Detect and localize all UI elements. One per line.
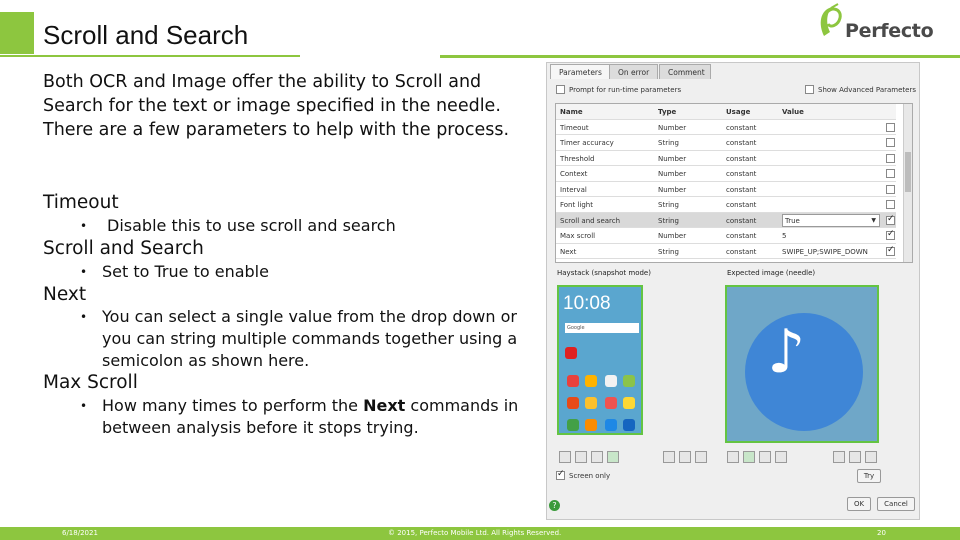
slide-footer (0, 527, 960, 540)
header-rule (440, 55, 960, 58)
bullet-text: Set to True to enable (102, 262, 269, 281)
footer-date: 6/18/2021 (62, 529, 98, 537)
footer-page-number: 20 (877, 529, 886, 537)
param-name: Timeout (560, 123, 589, 132)
bullet-dot: • (80, 219, 88, 233)
haystack-screenshot (557, 285, 643, 435)
param-usage: constant (726, 139, 757, 147)
value-dropdown[interactable] (782, 214, 880, 227)
needle-image (725, 285, 879, 443)
param-usage: constant (726, 232, 757, 240)
param-type: String (658, 139, 679, 147)
upload-icon[interactable] (727, 451, 739, 463)
row-checkbox[interactable] (886, 123, 895, 132)
row-checkbox[interactable] (886, 185, 895, 194)
app-icon (585, 397, 597, 409)
advanced-params-checkbox[interactable] (805, 85, 814, 94)
advanced-params-label: Show Advanced Parameters (818, 86, 916, 94)
screen-only-checkbox[interactable] (556, 471, 565, 480)
app-icon (605, 397, 617, 409)
dropdown-value: True (785, 216, 800, 225)
bullet-text: Disable this to use scroll and search (107, 216, 396, 235)
param-type: Number (658, 170, 687, 178)
app-icon (605, 419, 617, 431)
capture-icon[interactable] (743, 451, 755, 463)
table-row[interactable] (556, 213, 896, 229)
app-icon (565, 347, 577, 359)
ok-button[interactable]: OK (847, 497, 871, 511)
param-name: Interval (560, 185, 587, 194)
bullet-dot: • (80, 265, 88, 279)
param-type: String (658, 201, 679, 209)
param-usage: constant (726, 154, 757, 163)
param-name: Threshold (560, 154, 595, 163)
chevron-down-icon[interactable]: ▼ (871, 216, 876, 224)
param-usage: constant (726, 201, 757, 209)
help-icon[interactable]: ? (549, 500, 560, 511)
bullet-text: How many times to perform the Next commands in between analysis before it stops trying. (102, 396, 519, 437)
param-value: 5 (782, 232, 787, 240)
app-icon (623, 375, 635, 387)
haystack-label: Haystack (snapshot mode) (557, 269, 651, 277)
zoom-fit-icon[interactable] (865, 451, 877, 463)
row-checkbox[interactable] (886, 200, 895, 209)
param-name: Context (560, 170, 588, 178)
param-type: String (658, 247, 679, 256)
column-name: Name (560, 108, 583, 116)
table-header (556, 104, 896, 120)
param-type: Number (658, 154, 687, 163)
bullet-dot: • (80, 399, 88, 413)
row-checkbox[interactable] (886, 169, 895, 178)
bullet-scroll-and-search (82, 261, 269, 283)
param-usage: constant (726, 170, 757, 178)
column-value: Value (782, 108, 804, 116)
bullet-timeout (82, 215, 396, 237)
table-row[interactable] (556, 244, 896, 260)
table-scrollbar[interactable] (903, 104, 912, 262)
table-row[interactable] (556, 182, 896, 198)
app-icon (623, 397, 635, 409)
pan-icon[interactable] (849, 451, 861, 463)
row-checkbox[interactable] (886, 231, 895, 240)
perfecto-logo (816, 2, 946, 48)
cancel-button[interactable]: Cancel (877, 497, 915, 511)
param-type: Number (658, 185, 687, 194)
param-name: Next (560, 247, 577, 256)
table-row[interactable] (556, 166, 896, 182)
music-note-icon: ♪ (767, 317, 806, 387)
param-type: String (658, 216, 679, 225)
param-type: Number (658, 123, 687, 132)
param-name: Timer accuracy (560, 139, 614, 147)
table-row[interactable] (556, 151, 896, 167)
table-row[interactable] (556, 120, 896, 136)
screen-only-label: Screen only (569, 472, 611, 480)
param-usage: constant (726, 123, 757, 132)
zoom-in-icon[interactable] (559, 451, 571, 463)
scrollbar-thumb[interactable] (905, 152, 911, 192)
app-icon (605, 375, 617, 387)
column-usage: Usage (726, 108, 751, 116)
table-row[interactable] (556, 228, 896, 244)
prompt-runtime-checkbox[interactable] (556, 85, 565, 94)
row-checkbox[interactable] (886, 138, 895, 147)
param-usage: constant (726, 247, 757, 256)
row-checkbox[interactable] (886, 154, 895, 163)
table-row[interactable] (556, 135, 896, 151)
param-name: Max scroll (560, 232, 596, 240)
title-underline (0, 55, 300, 57)
bullet-max-scroll (82, 395, 532, 439)
frame-icon[interactable] (759, 451, 771, 463)
phone-search-bar: Google (565, 323, 639, 333)
prompt-runtime-label: Prompt for run-time parameters (569, 86, 682, 94)
app-icon (567, 419, 579, 431)
bullet-next (82, 306, 532, 372)
title-accent-block (0, 12, 34, 54)
table-row[interactable] (556, 197, 896, 213)
app-icon (567, 397, 579, 409)
bullet-dot: • (80, 310, 88, 324)
param-value: SWIPE_UP;SWIPE_DOWN (782, 247, 868, 256)
param-name: Font light (560, 201, 593, 209)
app-icon (585, 419, 597, 431)
snapshot-icon[interactable] (575, 451, 587, 463)
tab-parameters[interactable]: Parameters (550, 64, 611, 79)
parameters-dialog (546, 62, 920, 520)
tab-comment[interactable]: Comment (659, 64, 711, 79)
zoom-out-icon[interactable] (833, 451, 845, 463)
column-type: Type (658, 108, 677, 116)
zoom-out-icon[interactable] (663, 451, 675, 463)
bullet-text: You can select a single value from the drop down or you can string multiple commands together using a semicolon as shown here. (102, 307, 518, 370)
logo-mark-icon (816, 2, 846, 44)
pan-icon[interactable] (679, 451, 691, 463)
crop-icon[interactable] (591, 451, 603, 463)
logo-wordmark: Perfecto (845, 20, 934, 42)
section-heading-timeout: Timeout (43, 192, 119, 213)
needle-label: Expected image (needle) (727, 269, 816, 277)
footer-copyright: © 2015, Perfecto Mobile Ltd. All Rights Reserved. (388, 529, 562, 537)
section-heading-next: Next (43, 284, 87, 305)
app-icon (585, 375, 597, 387)
app-icon (623, 419, 635, 431)
tab-on-error[interactable]: On error (609, 64, 658, 79)
param-usage: constant (726, 185, 757, 194)
save-icon[interactable] (775, 451, 787, 463)
app-icon (567, 375, 579, 387)
phone-clock: 10:08 (563, 293, 611, 314)
row-checkbox[interactable] (886, 247, 895, 256)
section-heading-max-scroll: Max Scroll (43, 372, 138, 393)
param-usage: constant (726, 216, 757, 225)
param-type: Number (658, 232, 687, 240)
intro-paragraph: Both OCR and Image offer the ability to Scroll and Search for the text or image specified in the needle. There are a few parameters to help with the process. (43, 72, 510, 140)
slide-title: Scroll and Search (43, 20, 249, 50)
zoom-fit-icon[interactable] (695, 451, 707, 463)
parameters-table (555, 103, 913, 263)
refresh-icon[interactable] (607, 451, 619, 463)
param-name: Scroll and search (560, 216, 621, 225)
try-button[interactable]: Try (857, 469, 881, 483)
row-checkbox[interactable] (886, 216, 895, 225)
section-heading-scroll-and-search: Scroll and Search (43, 238, 204, 259)
